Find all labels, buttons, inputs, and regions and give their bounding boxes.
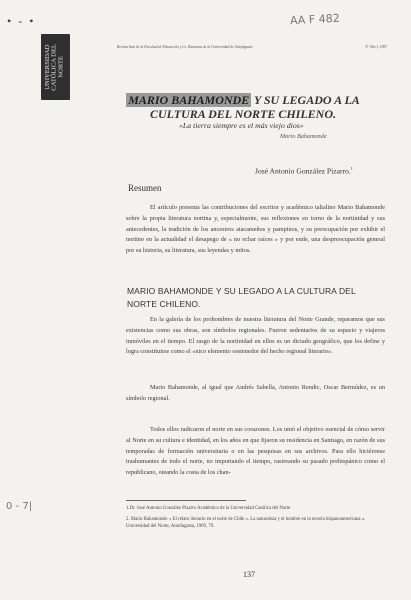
section-heading: MARIO BAHAMONDE Y SU LEGADO A LA CULTURA DEL NORTE CHILENO. [127,286,356,309]
body-paragraph: En la galería de los prohombres de nuestra literatura del Norte Grande, reparamos que sus existencias como sus obras, son símbolos regionales. Fueron sedentarios de su espacio y viajeros inmóviles en el tiempo. El rasgo de la nortinidad en ellos es un dictado geográfico, que los define y logra constituirse como el «nico elemento sostenedor del hecho regional literario». [126,316,385,356]
title-line1-rest: Y SU LEGADO A LA [251,93,360,107]
corner-mark: • - • [7,14,36,28]
epigraph-author: Mario Bahamonde [280,133,327,140]
journal-issue: Nº Año I, 1997 [365,45,387,49]
footnote: 1.Dr. José Antonio González Pizarro Académico de la Universidad Católica del Norte [126,506,291,511]
footnote: 2. Mario Bahamonde: « El relato literario en el norte de Chile ». La naturaleza y el hombre en la novela hispanoamericana ». Universidad del Norte, Antofagasta, 1969, 79. [126,517,366,530]
body-paragraph: Todos ellos radicaron el norte en sus corazones. Los unió el objetivo esencial de cómo servir al Norte en su cultura e identidad, en los años en que fijaron su residencia en Santiago, en razón de sus temporadas de formación universitaria o en las pesquisas en sus archivos. Para ello hiciéronse trashumantes de todo el norte, no importando el tiempo, rastreando su pasado prehispánico como el republicano, oteando la costa de los chan- [126,426,385,477]
article-author [255,166,353,176]
journal-header [117,45,387,49]
author-name: José Antonio González Pizarro. [255,166,351,176]
author-footnote-mark: 1 [350,166,353,171]
abstract-text: El artículo presenta las contribuciones del escritor y académico taltalino Mario Bahamonde sobre la propia literatura nortina y, especialmente, sus reflexiones en torno de la nortinidad y sus antecedentes, la tradición de los ancestros atacameños y pampinos, y su preocupación por exhibir el nortino en la actualidad el desapego de « no echar raíces » y por ende, una despreocupación general por su historia, su literatura, sus leyendas y mitos. [126,204,385,255]
abstract-heading: Resumen [128,183,162,193]
footnote-divider [126,500,246,501]
journal-name: Revista Sam de la Facultad de Educación y Cs. Humanas de la Universidad de Antofagasta [117,45,253,49]
handwritten-note: AA F 482 [289,11,340,28]
epigraph-quote: «La tierra siempre es el más viejo dios» [179,121,304,130]
university-logo-text: UNIVERSIDAD CATÓLICA DEL NORTE [44,43,65,91]
article-title-line1 [118,93,368,108]
body-paragraph: Mario Bahamonde, al igual que Andrés Sabella, Antonio Rendic, Oscar Bermúdez, es un símbolo regional. [126,384,385,402]
page-number: 137 [243,570,255,579]
university-logo [41,34,70,100]
article-title-line2: CULTURA DEL NORTE CHILENO. [149,107,337,121]
margin-scribble: 0 - 7| [6,501,33,512]
title-highlight: MARIO BAHAMONDE [128,93,250,107]
